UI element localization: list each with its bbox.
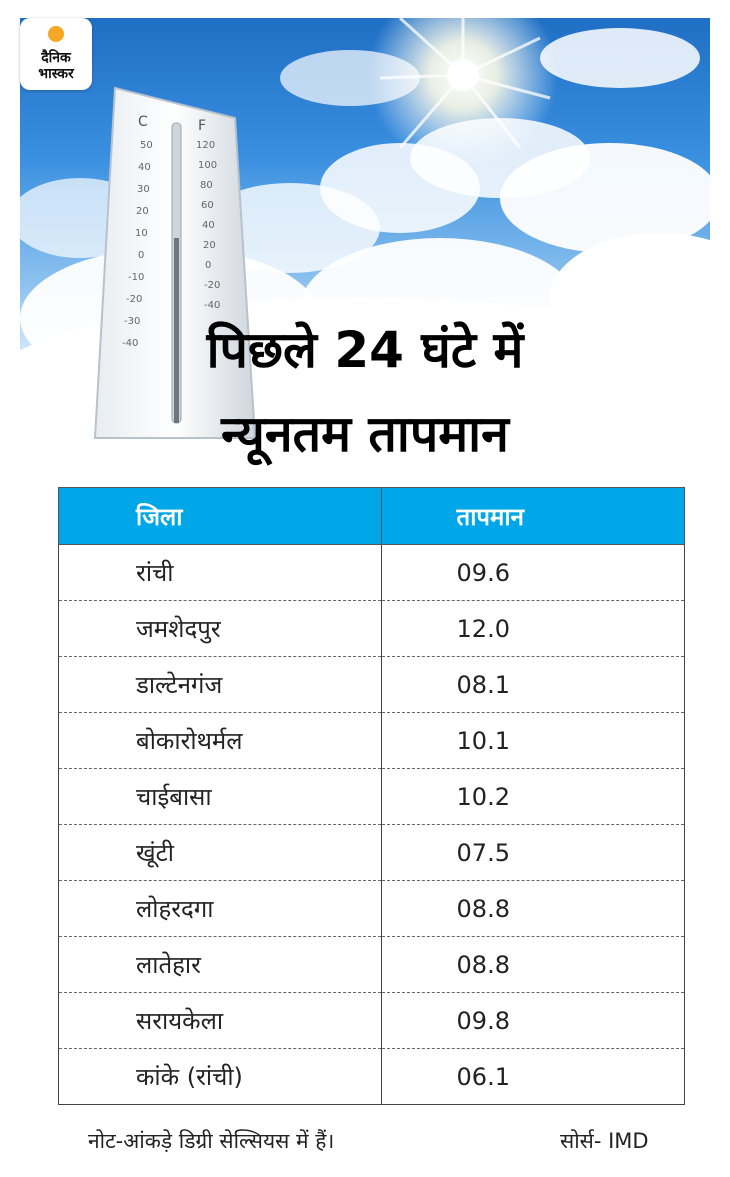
svg-text:F: F <box>198 118 207 134</box>
svg-text:10: 10 <box>135 228 148 239</box>
footer-note: नोट-आंकड़े डिग्री सेल्सियस में हैं। <box>88 1129 335 1153</box>
temperature-cell: 09.6 <box>381 545 684 601</box>
headline-line-1: पिछले 24 घंटे में <box>206 321 524 379</box>
district-cell: खूंटी <box>59 825 382 881</box>
table-row <box>59 545 685 601</box>
svg-text:80: 80 <box>200 180 213 191</box>
svg-text:0: 0 <box>205 260 212 271</box>
svg-text:C: C <box>138 114 148 130</box>
svg-text:-30: -30 <box>124 316 141 327</box>
temperature-cell: 08.1 <box>381 657 684 713</box>
temperature-cell: 07.5 <box>381 825 684 881</box>
svg-text:20: 20 <box>203 240 216 251</box>
brand-line-2: भास्कर <box>38 66 74 82</box>
temperature-table <box>58 487 685 1105</box>
district-cell: सरायकेला <box>59 993 382 1049</box>
district-cell: चाईबासा <box>59 769 382 825</box>
svg-text:-20: -20 <box>204 280 221 291</box>
svg-text:100: 100 <box>198 160 218 171</box>
temperature-cell: 08.8 <box>381 937 684 993</box>
thermometer-icon <box>95 88 255 438</box>
svg-text:30: 30 <box>137 184 150 195</box>
table-row <box>59 657 685 713</box>
svg-text:40: 40 <box>138 162 151 173</box>
svg-text:40: 40 <box>202 220 215 231</box>
temperature-cell: 08.8 <box>381 881 684 937</box>
svg-text:-10: -10 <box>128 272 145 283</box>
temperature-cell: 09.8 <box>381 993 684 1049</box>
logo-sun-dot <box>48 26 64 42</box>
district-cell: लोहरदगा <box>59 881 382 937</box>
footer-source: सोर्स- IMD <box>560 1129 649 1153</box>
table-header-row <box>59 488 685 545</box>
table-row <box>59 601 685 657</box>
table-row <box>59 1049 685 1105</box>
district-cell: डाल्टेनगंज <box>59 657 382 713</box>
table-row <box>59 993 685 1049</box>
table-row <box>59 937 685 993</box>
temperature-cell: 06.1 <box>381 1049 684 1105</box>
brand-line-1: दैनिक <box>41 50 71 66</box>
svg-text:-40: -40 <box>122 338 139 349</box>
temperature-cell: 10.2 <box>381 769 684 825</box>
temperature-cell: 10.1 <box>381 713 684 769</box>
svg-text:20: 20 <box>136 206 149 217</box>
temperature-column-header: तापमान <box>381 488 684 545</box>
svg-text:120: 120 <box>196 140 216 151</box>
table-row <box>59 713 685 769</box>
headline-line-2: न्यूनतम तापमान <box>221 405 509 463</box>
svg-text:60: 60 <box>201 200 214 211</box>
table-row <box>59 825 685 881</box>
svg-text:-40: -40 <box>204 300 221 311</box>
district-cell: जमशेदपुर <box>59 601 382 657</box>
svg-text:-20: -20 <box>126 294 143 305</box>
table-row <box>59 881 685 937</box>
district-cell: लातेहार <box>59 937 382 993</box>
svg-text:0: 0 <box>138 250 145 261</box>
district-cell: रांची <box>59 545 382 601</box>
table-row <box>59 769 685 825</box>
brand-logo <box>20 18 92 90</box>
district-cell: बोकारोथर्मल <box>59 713 382 769</box>
temperature-cell: 12.0 <box>381 601 684 657</box>
district-cell: कांके (रांची) <box>59 1049 382 1105</box>
district-column-header: जिला <box>59 488 382 545</box>
svg-text:50: 50 <box>140 140 153 151</box>
